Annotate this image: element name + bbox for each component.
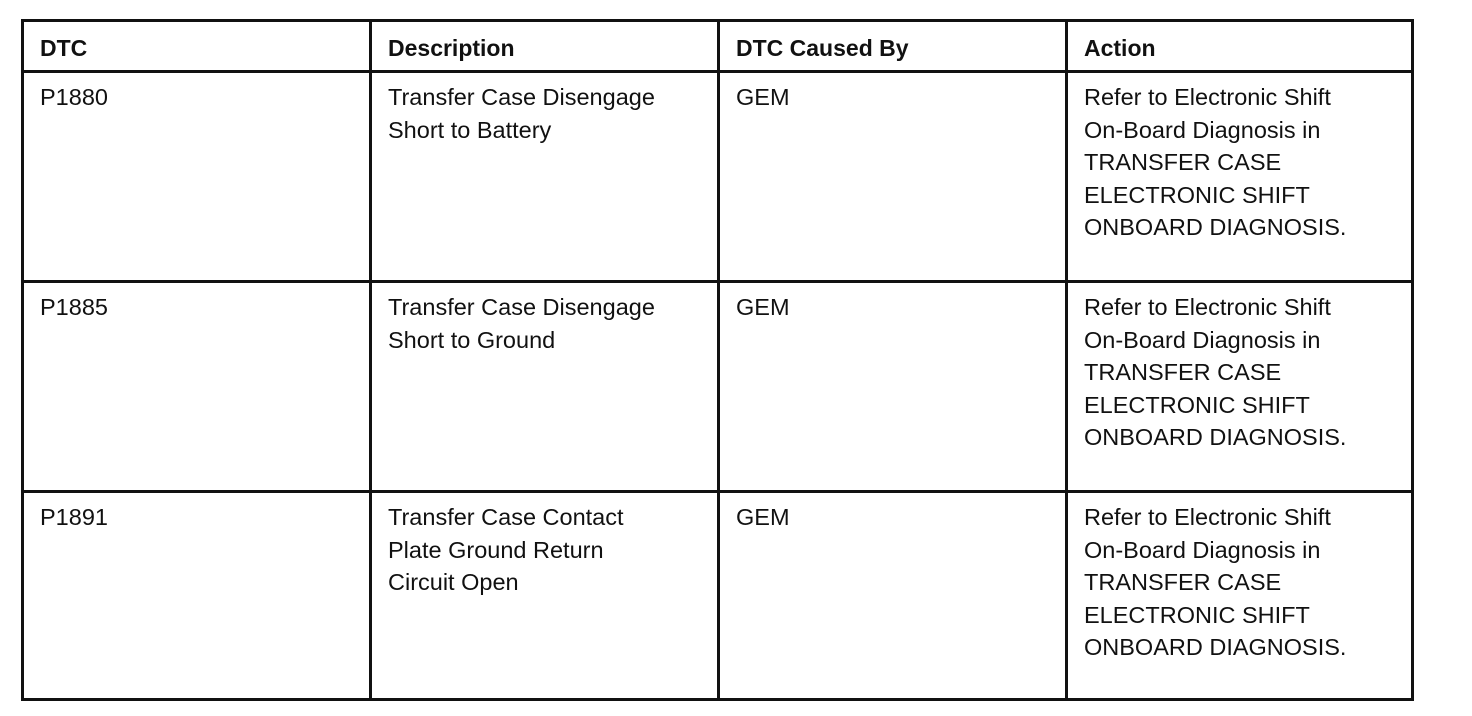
header-action [1067, 21, 1413, 72]
action-cell [1067, 492, 1413, 700]
header-caused-by-label: DTC Caused By [736, 35, 909, 61]
caused-by-cell [719, 72, 1067, 282]
dtc-action: Refer to Electronic Shift On-Board Diagnosis in TRANSFER CASE ELECTRONIC SHIFT ONBOARD DIAGNOSIS. [1084, 84, 1347, 240]
table-row [23, 72, 1413, 282]
table-row [23, 282, 1413, 492]
action-cell [1067, 72, 1413, 282]
dtc-code: P1891 [40, 504, 108, 530]
dtc-description: Transfer Case Disengage Short to Ground [388, 294, 655, 353]
caused-by-cell [719, 492, 1067, 700]
dtc-action: Refer to Electronic Shift On-Board Diagnosis in TRANSFER CASE ELECTRONIC SHIFT ONBOARD DIAGNOSIS. [1084, 294, 1347, 450]
dtc-caused-by: GEM [736, 504, 790, 530]
dtc-code: P1880 [40, 84, 108, 110]
header-caused-by [719, 21, 1067, 72]
header-dtc [23, 21, 371, 72]
header-description-label: Description [388, 35, 515, 61]
table-row [23, 492, 1413, 700]
dtc-description: Transfer Case Contact Plate Ground Return Circuit Open [388, 504, 624, 595]
dtc-caused-by: GEM [736, 84, 790, 110]
dtc-caused-by: GEM [736, 294, 790, 320]
description-cell [371, 492, 719, 700]
dtc-cell [23, 72, 371, 282]
dtc-cell [23, 282, 371, 492]
dtc-table [21, 19, 1414, 701]
header-dtc-label: DTC [40, 35, 88, 61]
caused-by-cell [719, 282, 1067, 492]
dtc-code: P1885 [40, 294, 108, 320]
dtc-cell [23, 492, 371, 700]
description-cell [371, 72, 719, 282]
dtc-description: Transfer Case Disengage Short to Battery [388, 84, 655, 143]
header-description [371, 21, 719, 72]
action-cell [1067, 282, 1413, 492]
description-cell [371, 282, 719, 492]
table-header-row [23, 21, 1413, 72]
dtc-action: Refer to Electronic Shift On-Board Diagnosis in TRANSFER CASE ELECTRONIC SHIFT ONBOARD DIAGNOSIS. [1084, 504, 1347, 660]
header-action-label: Action [1084, 35, 1156, 61]
